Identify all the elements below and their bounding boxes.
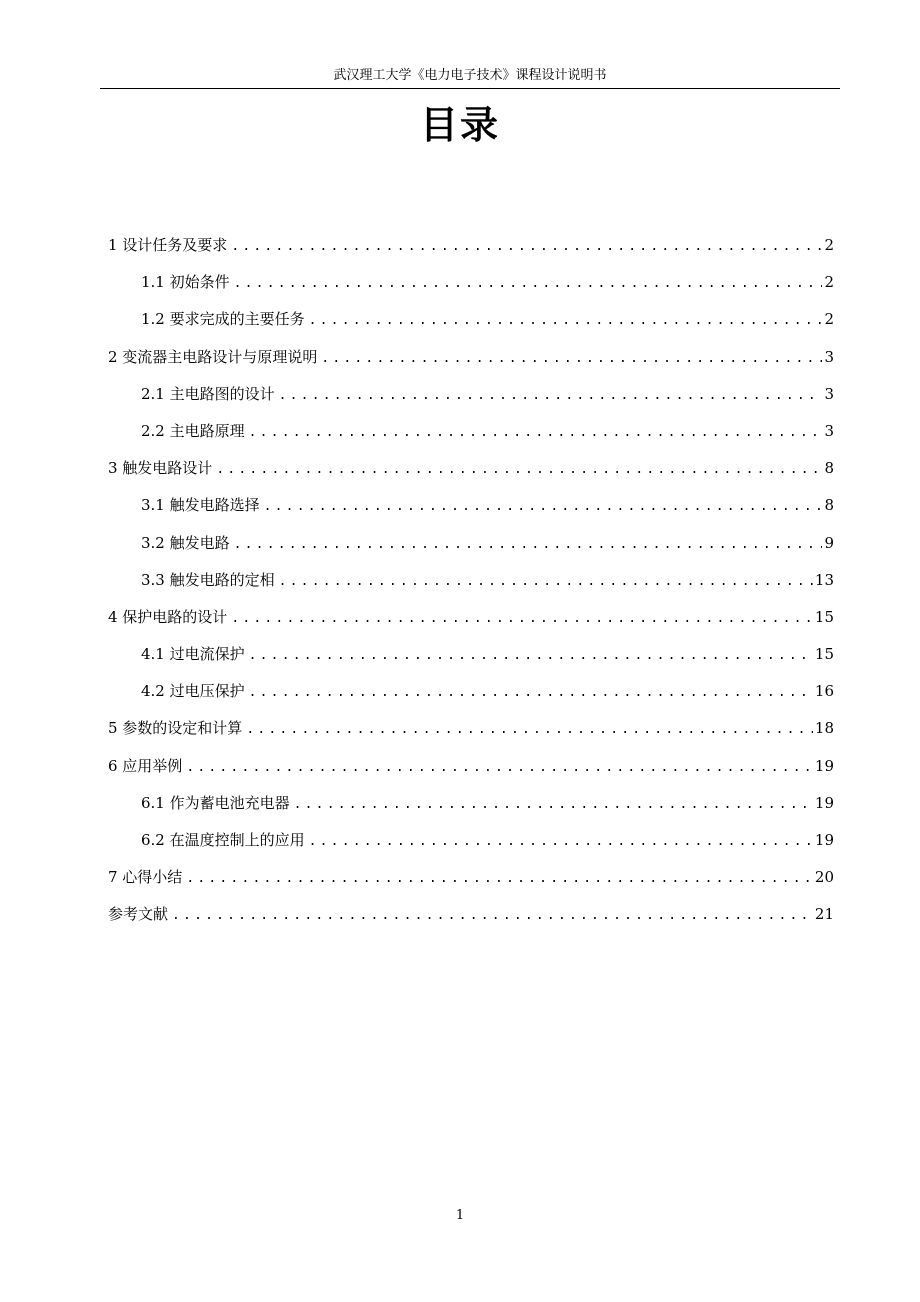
toc-entry-page: 20 [814,868,834,887]
toc-entry-1[interactable] [108,227,834,264]
toc-entry-page: 8 [824,459,834,478]
toc-entry-label: 3.1 触发电路选择 [141,496,260,515]
toc-dot-leader [279,377,823,414]
toc-entry-page: 15 [814,607,834,626]
toc-entry-2-2[interactable] [108,413,834,450]
toc-entry-label: 4 保护电路的设计 [108,607,228,626]
toc-entry-label: 1.1 初始条件 [141,273,230,292]
toc-entry-1-1[interactable] [108,264,834,301]
toc-entry-3-3[interactable] [108,562,834,599]
toc-entry-7[interactable] [108,859,834,896]
toc-entry-page: 15 [814,645,834,664]
toc-entry-page: 18 [814,719,834,738]
page-header: 武汉理工大学《电力电子技术》课程设计说明书 [333,68,607,83]
toc-entry-4[interactable] [108,599,834,636]
toc-dot-leader [279,563,813,600]
toc-entry-6[interactable] [108,748,834,785]
toc-dot-leader [321,340,822,377]
toc-entry-page: 2 [824,273,834,292]
toc-entry-references[interactable] [108,896,834,933]
toc-dot-leader [309,302,823,339]
toc-entry-3-1[interactable] [108,487,834,524]
toc-entry-page: 2 [824,236,834,254]
toc-dot-leader [246,711,813,748]
toc-entry-3[interactable] [108,450,834,487]
toc-entry-2[interactable] [108,339,834,376]
toc-entry-label: 6.1 作为蓄电池充电器 [141,793,290,812]
toc-entry-5[interactable] [108,710,834,747]
toc-entry-label: 6.2 在温度控制上的应用 [141,831,305,849]
toc-entry-label: 3.2 触发电路 [141,533,230,552]
toc-entry-label: 2.1 主电路图的设计 [141,384,275,403]
header-rule [100,88,840,89]
toc-dot-leader [172,897,813,934]
toc-entry-page: 19 [814,756,834,775]
toc-entry-2-1[interactable] [108,376,834,413]
toc-entry-label: 6 应用举例 [108,756,183,775]
toc-entry-page: 3 [824,384,834,403]
toc-dot-leader [249,637,813,674]
toc-entry-3-2[interactable] [108,525,834,562]
toc-entry-page: 3 [824,347,834,366]
toc-dot-leader [231,600,813,637]
toc-dot-leader [294,786,813,823]
toc-entry-label: 参考文献 [108,905,169,924]
page-title: 目录 [419,103,500,147]
toc-entry-page: 19 [814,793,834,812]
toc-entry-page: 8 [824,496,834,515]
toc-entry-label: 3.3 触发电路的定相 [141,570,275,589]
toc-entry-label: 3 触发电路设计 [108,459,213,478]
toc-entry-label: 4.2 过电压保护 [141,682,245,701]
toc-entry-4-1[interactable] [108,636,834,673]
toc-entry-label: 5 参数的设定和计算 [108,719,243,738]
toc-entry-label: 2 变流器主电路设计与原理说明 [108,347,318,366]
toc-entry-1-2[interactable] [108,301,834,338]
toc-dot-leader [249,414,823,451]
toc-entry-label: 2.2 主电路原理 [141,421,245,440]
toc-entry-6-1[interactable] [108,785,834,822]
table-of-contents [108,227,834,934]
toc-dot-leader [186,860,813,897]
toc-entry-4-2[interactable] [108,673,834,710]
toc-dot-leader [186,749,813,786]
page-number: 1 [455,1208,465,1223]
toc-dot-leader [234,265,823,302]
toc-entry-label: 1 设计任务及要求 [108,236,228,254]
toc-dot-leader [264,488,823,525]
toc-dot-leader [231,228,822,265]
toc-entry-page: 3 [824,421,834,440]
toc-entry-label: 4.1 过电流保护 [141,645,245,664]
toc-entry-6-2[interactable] [108,822,834,859]
toc-dot-leader [309,823,813,860]
toc-entry-page: 16 [814,682,834,701]
toc-dot-leader [234,526,823,563]
toc-entry-label: 1.2 要求完成的主要任务 [141,310,305,329]
toc-entry-label: 7 心得小结 [108,868,183,887]
toc-entry-page: 19 [814,831,834,849]
toc-entry-page: 21 [814,905,834,924]
toc-dot-leader [216,451,822,488]
toc-entry-page: 13 [814,570,834,589]
toc-entry-page: 2 [824,310,834,329]
toc-dot-leader [249,674,813,711]
toc-entry-page: 9 [824,533,834,552]
